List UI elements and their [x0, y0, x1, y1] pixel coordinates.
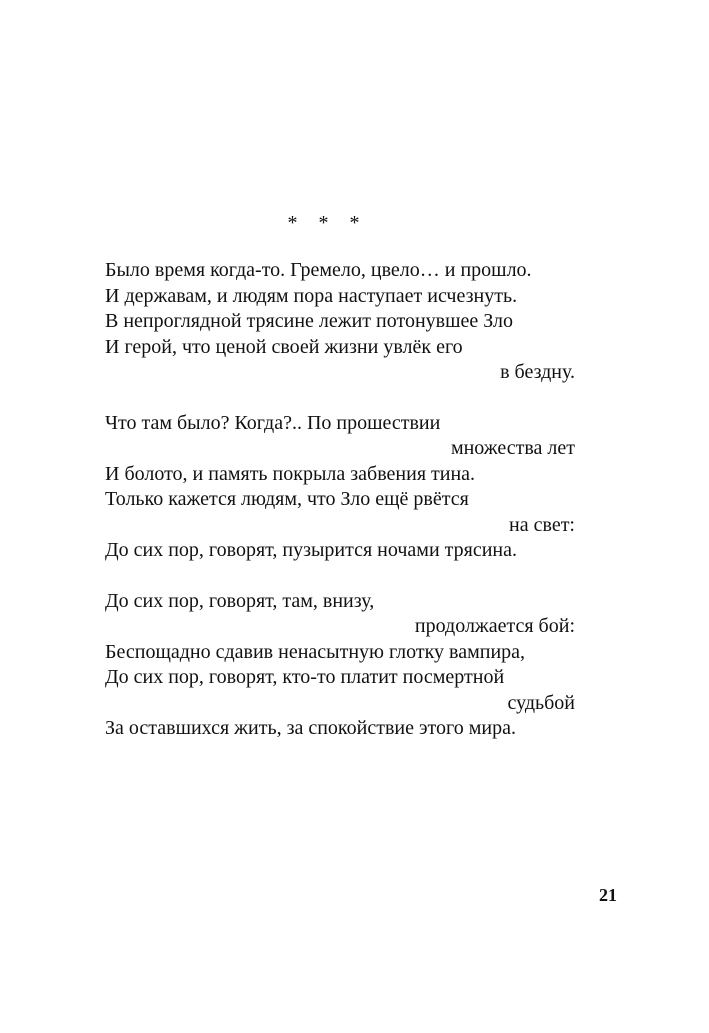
stanza-3: [105, 589, 575, 742]
poem-line: Что там было? Когда?.. По прошествии: [105, 411, 441, 434]
poem-line: До сих пор, говорят, там, внизу,: [105, 589, 375, 612]
poem-line-continuation: множества лет: [450, 437, 575, 459]
poem-line-continuation: судьбой: [507, 691, 575, 714]
poem: [105, 258, 575, 767]
poem-line: И державам, и людям пора наступает исчезнуть.: [105, 284, 518, 307]
poem-line: Только кажется людям, что Зло ещё рвётся: [105, 488, 469, 510]
poem-line-continuation: продолжается бой:: [414, 615, 575, 637]
poem-line-continuation: на свет:: [509, 513, 575, 536]
poem-line: За оставшихся жить, за спокойствие этого мира.: [105, 717, 516, 739]
poem-line: И болото, и память покрыла забвения тина.: [105, 462, 476, 485]
poem-line: Беспощадно сдавив ненасытную глотку вампира,: [105, 640, 526, 663]
poem-line: До сих пор, говорят, пузырится ночами трясина.: [105, 539, 518, 561]
stanza-2: [105, 411, 575, 564]
poem-line: До сих пор, говорят, кто-то платит посмертной: [105, 666, 505, 688]
section-separator: * * *: [287, 212, 368, 234]
page-number: 21: [599, 885, 617, 905]
poem-line: В непроглядной трясине лежит потонувшее Зло: [105, 310, 513, 332]
stanza-1: [105, 258, 575, 386]
poem-line: Было время когда-то. Гремело, цвело… и прошло.: [105, 259, 532, 281]
poem-line: И герой, что ценой своей жизни увлёк его: [105, 335, 463, 358]
poem-line-continuation: в бездну.: [500, 361, 575, 383]
